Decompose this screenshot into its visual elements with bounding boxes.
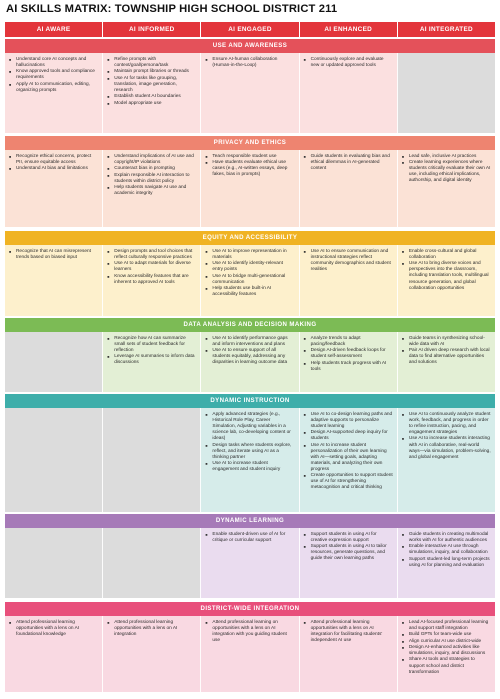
bullet-item: ■ Apply advanced strategies (e.g., Historical Role Play, Career Simulation, Adjusting variables in a science lab, co-developing content or ideas)	[205, 412, 294, 442]
bullet-item: ■ Use AI to continuously analyze student work, feedback, and progress in order to refine instruction, pacing, and engagement strategies	[402, 412, 491, 436]
bullet-list	[205, 249, 294, 298]
skills-matrix	[5, 22, 495, 693]
matrix-cell	[200, 528, 298, 598]
bullet-list	[205, 532, 294, 544]
bullet-item: ■ Use AI to identify performance gaps and inform interventions and plans	[205, 336, 294, 348]
bullet-list	[402, 249, 491, 292]
matrix-cell	[102, 408, 200, 512]
bullet-item: ■ Counteract bias in prompting	[107, 166, 196, 172]
bullet-item: ■ Attend professional learning on opportunities with a lens on AI integration with you guiding student use	[205, 620, 294, 644]
bullet-list	[107, 336, 196, 367]
matrix-cell	[200, 53, 298, 133]
section-use-and-awareness	[5, 39, 495, 133]
bullet-item: ■ Design AI-supported deep inquiry for students	[304, 430, 393, 442]
matrix-cell	[102, 245, 200, 316]
bullet-item: ■ Understand implications of AI use and copyright/IP violations	[107, 154, 196, 166]
matrix-cell	[102, 616, 200, 692]
bullet-list	[402, 336, 491, 367]
bullet-item: ■ Explain responsible AI interaction to students within district policy	[107, 173, 196, 185]
bullet-item: ■ Model appropriate use	[107, 101, 196, 107]
matrix-cell	[397, 53, 495, 133]
section-header: EQUITY AND ACCESSIBILITY	[5, 231, 495, 245]
bullet-list	[304, 620, 393, 644]
column-header-ai-aware: AI AWARE	[5, 22, 102, 37]
bullet-item: ■ Attend professional learning opportunities with a lens on AI integration for facilitating students' independent AI use	[304, 620, 393, 644]
bullet-list	[402, 154, 491, 185]
section-header: PRIVACY AND ETHICS	[5, 136, 495, 150]
bullet-item: ■ Guide students in creating multimodal works with AI for authentic audiences	[402, 532, 491, 544]
bullet-item: ■ Guide students in evaluating bias and ethical dilemmas in AI-generated content	[304, 154, 393, 172]
bullet-item: ■ Help students track progress with AI tools	[304, 361, 393, 373]
bullet-item: ■ Design prompts and tool choices that reflect culturally responsive practices	[107, 249, 196, 261]
matrix-cell	[397, 408, 495, 512]
bullet-item: ■ Pair AI driven deep research with local data to find alternative opportunities and solutions	[402, 348, 491, 366]
bullet-item: ■ Refine prompts with context/goal/persona/task	[107, 57, 196, 69]
bullet-item: ■ Create learning experiences where students critically evaluate their own AI use, including ethical implications, authorship, and digital identity	[402, 160, 491, 184]
bullet-item: ■ Know approved tools and compliance requirements	[9, 69, 98, 81]
bullet-item: ■ Apply AI to communication, editing, organizing prompts	[9, 82, 98, 94]
bullet-item: ■ Analyze trends to adapt pacing/feedback	[304, 336, 393, 348]
bullet-item: ■ Attend professional learning opportunities with a lens on AI integration	[107, 620, 196, 638]
matrix-cell	[102, 528, 200, 598]
matrix-cell	[5, 332, 102, 392]
bullet-list	[205, 336, 294, 367]
section-district-wide-integration	[5, 602, 495, 692]
section-dynamic-instruction	[5, 394, 495, 512]
bullet-item: ■ Recognize ethical concerns, protect PII, ensure equitable access	[9, 154, 98, 166]
section-header: DATA ANALYSIS AND DECISION MAKING	[5, 318, 495, 332]
matrix-cell	[200, 245, 298, 316]
matrix-cell	[102, 150, 200, 227]
bullet-item: ■ Support students in using AI for creative expression support	[304, 532, 393, 544]
bullet-item: ■ Know accessibility features that are inherent to approved AI tools	[107, 274, 196, 286]
bullet-item: ■ Use AI to improve representation in materials	[205, 249, 294, 261]
bullet-list	[304, 532, 393, 563]
column-header-row	[5, 22, 495, 37]
matrix-cell	[102, 332, 200, 392]
column-header-ai-enhanced: AI ENHANCED	[299, 22, 397, 37]
bullet-item: ■ Support student-led long-term projects using AI for planning and evaluation	[402, 557, 491, 569]
bullet-list	[304, 154, 393, 172]
bullet-item: ■ Understand AI bias and limitations	[9, 166, 98, 172]
bullet-list	[304, 57, 393, 69]
bullet-item: ■ Recognize that AI can misrepresent trends based on biased input	[9, 249, 98, 261]
bullet-list	[9, 620, 98, 638]
bullet-list	[107, 620, 196, 638]
bullet-item: ■ Attend professional learning opportunities with a lens on AI foundational knowledge	[9, 620, 98, 638]
bullet-item: ■ Help students use built-in AI accessibility features	[205, 286, 294, 298]
matrix-cell	[397, 528, 495, 598]
bullet-item: ■ Ensure AI-human collaboration (Human-in-the-Loop)	[205, 57, 294, 69]
matrix-cell	[299, 53, 397, 133]
matrix-cell	[5, 150, 102, 227]
bullet-item: ■ Recognize how AI can summarize small sets of student feedback for reflection	[107, 336, 196, 354]
bullet-item: ■ Use AI to increase student engagement and student inquiry	[205, 461, 294, 473]
matrix-cell	[299, 150, 397, 227]
bullet-item: ■ Leverage AI summaries to inform data discussions	[107, 354, 196, 366]
section-privacy-and-ethics	[5, 136, 495, 227]
section-header: USE AND AWARENESS	[5, 39, 495, 53]
bullet-item: ■ Enable student-driven use of AI for critique or curricular support	[205, 532, 294, 544]
bullet-item: ■ Use AI to increase student personalization of their own learning with AI—setting goals, adapting materials, and analyzing their own progress	[304, 443, 393, 473]
bullet-item: ■ Design AI-driven feedback loops for student self-assessment	[304, 348, 393, 360]
bullet-item: ■ Design tasks where students explore, reflect, and iterate using AI as a thinking partner	[205, 443, 294, 461]
matrix-cell	[102, 53, 200, 133]
bullet-list	[107, 57, 196, 107]
bullet-item: ■ Use AI to bridge multi-generational communication	[205, 274, 294, 286]
bullet-item: ■ Guide teams in synthesizing school-wide data with AI	[402, 336, 491, 348]
column-header-ai-integrated: AI INTEGRATED	[397, 22, 495, 37]
matrix-cell	[5, 616, 102, 692]
matrix-cell	[5, 528, 102, 598]
bullet-list	[304, 336, 393, 373]
bullet-item: ■ Support students in using AI to tailor resources, generate questions, and guide their own learning paths	[304, 544, 393, 562]
bullet-list	[304, 249, 393, 273]
bullet-list	[9, 57, 98, 94]
matrix-cell	[200, 408, 298, 512]
matrix-cell	[397, 150, 495, 227]
bullet-list	[9, 154, 98, 172]
matrix-cell	[299, 332, 397, 392]
bullet-item: ■ Use AI to ensure support of all students equitably, addressing any disparities in learning outcome data	[205, 348, 294, 366]
bullet-item: ■ Use AI to bring diverse voices and perspectives into the classroom, including translation tools, multilingual resource generation, and global collaboration opportunities	[402, 261, 491, 291]
bullet-item: ■ Use AI to identify identity-relevant entry points	[205, 261, 294, 273]
bullet-item: ■ Help students navigate AI use and academic integrity	[107, 185, 196, 197]
matrix-cell	[397, 616, 495, 692]
bullet-list	[205, 57, 294, 69]
section-equity-and-accessibility	[5, 231, 495, 316]
bullet-list	[402, 532, 491, 569]
section-dynamic-learning	[5, 514, 495, 598]
bullet-item: ■ Lead AI-focused professional learning and support staff integration	[402, 620, 491, 632]
bullet-item: ■ Have students evaluate ethical use cases (e.g., AI-written essays, deep fakes, bias in prompts)	[205, 160, 294, 178]
matrix-cell	[5, 245, 102, 316]
bullet-item: ■ Use AI to increase students interacting with AI in collaborative, real-world ways—via simulation, problem-solving, and global engagement	[402, 436, 491, 460]
bullet-list	[205, 412, 294, 473]
matrix-cell	[299, 245, 397, 316]
matrix-cell	[397, 332, 495, 392]
bullet-item: ■ Maintain prompt libraries or threads	[107, 69, 196, 75]
bullet-item: ■ Build GPTs for team-wide use	[402, 632, 491, 638]
matrix-cell	[5, 53, 102, 133]
bullet-item: ■ Use AI to adapt materials for diverse learners	[107, 261, 196, 273]
page-title: AI SKILLS MATRIX: TOWNSHIP HIGH SCHOOL DISTRICT 211	[6, 3, 338, 15]
matrix-cell	[299, 408, 397, 512]
matrix-cell	[5, 408, 102, 512]
matrix-cell	[299, 616, 397, 692]
matrix-cell	[200, 616, 298, 692]
bullet-item: ■ Enable cross-cultural and global collaboration	[402, 249, 491, 261]
bullet-list	[107, 154, 196, 197]
bullet-item: ■ Establish student AI boundaries	[107, 94, 196, 100]
bullet-item: ■ Align curricular AI use district-wide	[402, 639, 491, 645]
bullet-list	[9, 249, 98, 261]
matrix-cell	[200, 150, 298, 227]
matrix-cell	[397, 245, 495, 316]
column-header-ai-engaged: AI ENGAGED	[200, 22, 298, 37]
section-header: DYNAMIC INSTRUCTION	[5, 394, 495, 408]
section-data-analysis-and-decision-making	[5, 318, 495, 392]
matrix-cell	[200, 332, 298, 392]
matrix-cell	[299, 528, 397, 598]
bullet-item: ■ Teach responsible student use	[205, 154, 294, 160]
bullet-item: ■ Share AI tools and strategies to support school and district transformation	[402, 657, 491, 675]
column-header-ai-informed: AI INFORMED	[102, 22, 200, 37]
bullet-item: ■ Design AI-enhanced activities like simulations, inquiry, and discussions	[402, 645, 491, 657]
bullet-list	[402, 412, 491, 461]
bullet-item: ■ Use AI for tasks like grouping, translation, image generation, research	[107, 76, 196, 94]
bullet-item: ■ Continuously explore and evaluate new or updated approved tools	[304, 57, 393, 69]
bullet-list	[205, 620, 294, 644]
bullet-item: ■ Enable interactive AI use through simulations, inquiry, and collaboration	[402, 544, 491, 556]
section-header: DISTRICT-WIDE INTEGRATION	[5, 602, 495, 616]
section-header: DYNAMIC LEARNING	[5, 514, 495, 528]
bullet-list	[304, 412, 393, 492]
bullet-item: ■ Use AI to ensure communication and instructional strategies reflect community demographics and student realities	[304, 249, 393, 273]
bullet-item: ■ Create opportunities to support student use of AI for strengthening metacognition and critical thinking	[304, 473, 393, 491]
bullet-item: ■ Understand core AI concepts and hallucinations	[9, 57, 98, 69]
bullet-list	[402, 620, 491, 676]
bullet-item: ■ Lead safe, inclusive AI practices	[402, 154, 491, 160]
bullet-item: ■ Use AI to co-design learning paths and adaptive supports to personalize student learning	[304, 412, 393, 430]
bullet-list	[107, 249, 196, 286]
bullet-list	[205, 154, 294, 178]
